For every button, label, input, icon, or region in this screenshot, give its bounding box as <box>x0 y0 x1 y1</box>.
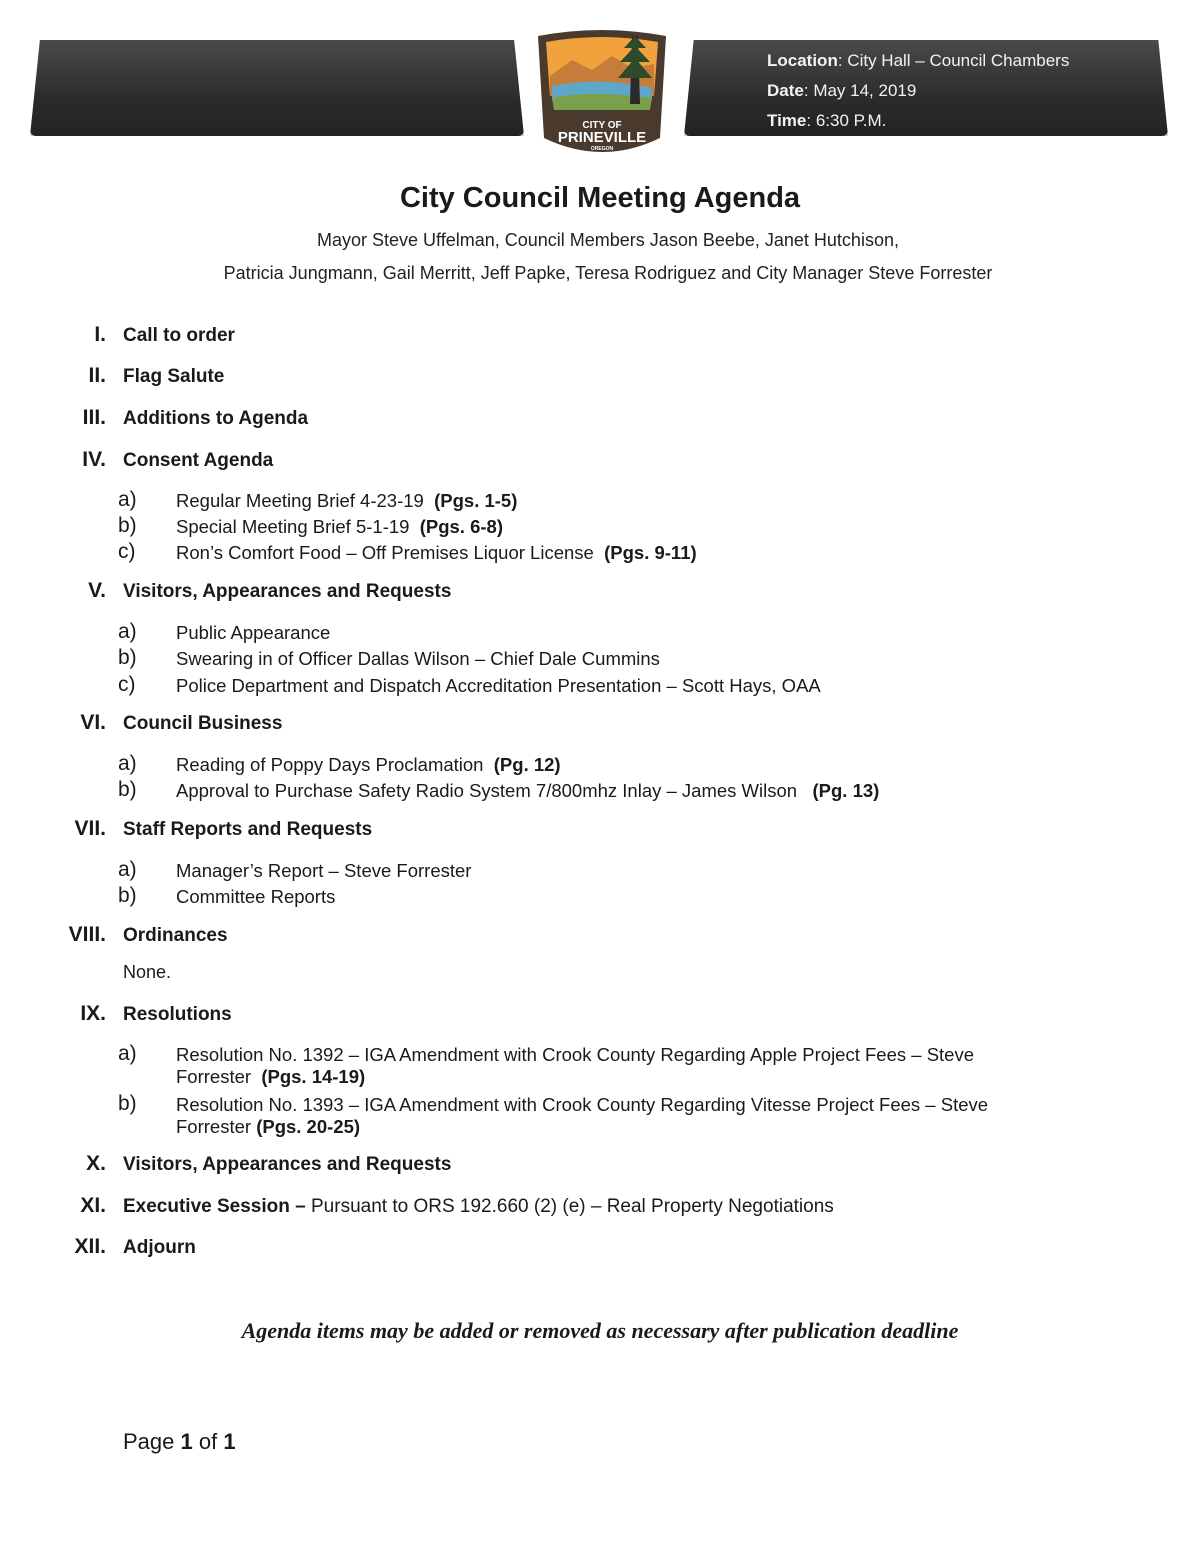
section-label: Executive Session – <box>123 1196 306 1217</box>
item-text: Public Appearance <box>176 622 331 643</box>
item-pages: (Pgs. 6-8) <box>419 516 503 537</box>
date-value: May 14, 2019 <box>813 81 917 100</box>
item-text: Regular Meeting Brief 4-23-19 <box>176 490 424 511</box>
item-pages: (Pgs. 14-19) <box>261 1066 366 1087</box>
item-letter: b) <box>118 884 137 907</box>
item-text: Special Meeting Brief 5-1-19 <box>176 516 410 537</box>
item-letter: b) <box>118 778 137 801</box>
date-row: Date: May 14, 2019 <box>767 81 917 100</box>
section-number: VII. <box>74 817 106 840</box>
section-label: Call to order <box>123 325 235 346</box>
section-label: Staff Reports and Requests <box>123 819 373 840</box>
item-letter: a) <box>118 488 137 511</box>
item-text: Manager’s Report – Steve Forrester <box>176 860 472 881</box>
item-text: Resolution No. 1393 – IGA Amendment with Crook County Regarding Vitesse Project Fees – Steve Forrester <box>176 1094 989 1137</box>
page-total: 1 <box>223 1429 236 1454</box>
ordinances-note: None. <box>123 962 172 982</box>
time-value: 6:30 P.M. <box>815 111 887 130</box>
item-letter: b) <box>118 1092 137 1115</box>
item-text: Resolution No. 1392 – IGA Amendment with Crook County Regarding Apple Project Fees – Steve Forrester <box>176 1044 975 1087</box>
agenda-section <box>0 406 1200 436</box>
footer-note: Agenda items may be added or removed as necessary after publication deadline <box>241 1318 959 1343</box>
agenda-section <box>0 1194 1200 1224</box>
location-value: City Hall – Council Chambers <box>847 51 1070 70</box>
section-label: Visitors, Appearances and Requests <box>123 1154 452 1175</box>
section-label: Council Business <box>123 713 283 734</box>
section-number: X. <box>86 1152 106 1175</box>
section-number: IX. <box>80 1002 106 1025</box>
attendees-line-2: Patricia Jungmann, Gail Merritt, Jeff Papke, Teresa Rodriguez and City Manager Steve Forrester <box>223 263 993 283</box>
item-letter: c) <box>118 540 136 563</box>
section-number: III. <box>82 406 106 429</box>
agenda-section <box>0 579 1200 609</box>
item-pages: (Pgs. 20-25) <box>256 1116 361 1137</box>
city-logo-icon <box>532 26 672 158</box>
time-row: Time: 6:30 P.M. <box>767 111 887 130</box>
item-text: Ron’s Comfort Food – Off Premises Liquor License <box>176 542 594 563</box>
section-number: I. <box>94 323 106 346</box>
item-pages: (Pg. 12) <box>493 754 561 775</box>
item-letter: a) <box>118 858 137 881</box>
agenda-section <box>0 364 1200 394</box>
location-row: Location: City Hall – Council Chambers <box>767 51 1070 70</box>
agenda-section <box>0 923 1200 953</box>
logo-line2: PRINEVILLE <box>557 129 647 146</box>
item-pages: (Pg. 13) <box>812 780 880 801</box>
attendees-line-1: Mayor Steve Uffelman, Council Members Jason Beebe, Janet Hutchison, <box>317 230 899 250</box>
time-label: Time <box>767 111 807 130</box>
item-text: Swearing in of Officer Dallas Wilson – Chief Dale Cummins <box>176 648 660 669</box>
section-label: Consent Agenda <box>123 450 274 471</box>
section-number: VIII. <box>68 923 106 946</box>
section-label: Resolutions <box>123 1004 232 1025</box>
item-text: Police Department and Dispatch Accreditation Presentation – Scott Hays, OAA <box>176 675 821 696</box>
date-label: Date <box>767 81 804 100</box>
location-label: Location <box>767 51 838 70</box>
page-title: City Council Meeting Agenda <box>399 182 801 214</box>
item-pages: (Pgs. 9-11) <box>604 542 697 563</box>
section-label: Flag Salute <box>123 366 225 387</box>
agenda-section <box>0 1152 1200 1182</box>
page-of: of <box>198 1429 218 1454</box>
item-letter: c) <box>118 673 136 696</box>
item-text: Approval to Purchase Safety Radio System 7/800mhz Inlay – James Wilson <box>176 780 798 801</box>
section-number: VI. <box>80 711 106 734</box>
item-letter: a) <box>118 752 137 775</box>
item-pages: (Pgs. 1-5) <box>434 490 518 511</box>
page-current: 1 <box>180 1429 193 1454</box>
section-label: Visitors, Appearances and Requests <box>123 581 452 602</box>
section-number: V. <box>88 579 106 602</box>
item-letter: a) <box>118 620 137 643</box>
header-banner-left <box>30 40 524 136</box>
logo-line1: CITY OF <box>582 120 622 131</box>
logo-line3: OREGON <box>590 146 614 152</box>
section-label: Additions to Agenda <box>123 408 309 429</box>
agenda-section <box>0 448 1200 478</box>
page-number <box>123 1429 236 1455</box>
section-number: II. <box>88 364 106 387</box>
section-detail: Pursuant to ORS 192.660 (2) (e) – Real Property Negotiations <box>311 1196 834 1217</box>
section-number: XII. <box>74 1235 106 1258</box>
section-label: Ordinances <box>123 925 228 946</box>
page-prefix: Page <box>123 1429 175 1454</box>
agenda-section <box>0 1235 1200 1265</box>
item-letter: b) <box>118 646 137 669</box>
section-number: IV. <box>82 448 106 471</box>
item-text: Reading of Poppy Days Proclamation <box>176 754 484 775</box>
section-number: XI. <box>80 1194 106 1217</box>
agenda-section <box>0 817 1200 847</box>
meeting-details <box>767 46 1069 136</box>
agenda-section <box>0 1002 1200 1032</box>
agenda-section <box>0 711 1200 741</box>
item-letter: a) <box>118 1042 137 1065</box>
section-label: Adjourn <box>123 1237 196 1258</box>
item-letter: b) <box>118 514 137 537</box>
agenda-section <box>0 323 1200 353</box>
item-text: Committee Reports <box>176 886 336 907</box>
